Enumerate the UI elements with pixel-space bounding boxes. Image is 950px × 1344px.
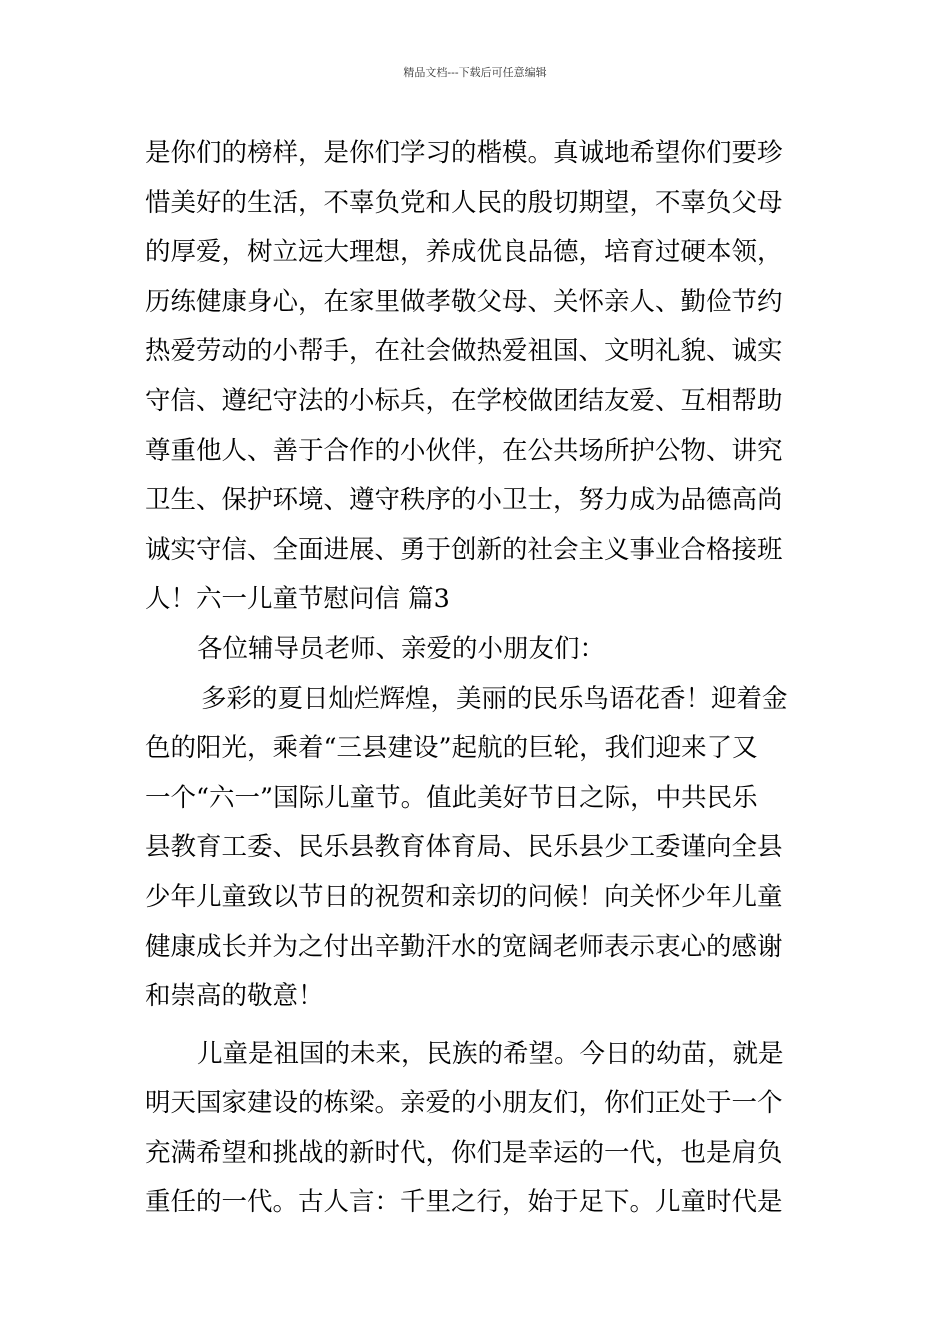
text-line: 卫生、保护环境、遵守秩序的小卫士，努力成为品德高尚 bbox=[145, 485, 783, 516]
text-line: 充满希望和挑战的新时代，你们是幸运的一代，也是肩负 bbox=[145, 1137, 783, 1168]
page-header: 精品文档---下载后可任意编辑 bbox=[403, 66, 547, 79]
text-line: 色的阳光，乘着“三县建设”起航的巨轮，我们迎来了又 bbox=[145, 733, 758, 764]
paragraph-start: 多彩的夏日灿烂辉煌，美丽的民乐鸟语花香！迎着金 bbox=[201, 683, 788, 714]
text-line: 诚实守信、全面进展、勇于创新的社会主义事业合格接班 bbox=[145, 534, 783, 565]
text-line: 县教育工委、民乐县教育体育局、民乐县少工委谨向全县 bbox=[145, 832, 783, 863]
document-body bbox=[145, 129, 820, 1228]
text-line: 历练健康身心，在家里做孝敬父母、关怀亲人、勤俭节约 bbox=[145, 286, 783, 317]
text-line: 和崇高的敬意！ bbox=[145, 981, 324, 1012]
text-line: 惜美好的生活，不辜负党和人民的殷切期望，不辜负父母 bbox=[145, 187, 783, 218]
paragraph-start: 儿童是祖国的未来，民族的希望。今日的幼苗，就是 bbox=[197, 1038, 784, 1069]
salutation: 各位辅导员老师、亲爱的小朋友们： bbox=[197, 633, 606, 664]
text-line: 健康成长并为之付出辛勤汗水的宽阔老师表示衷心的感谢 bbox=[145, 931, 783, 962]
text-line: 热爱劳动的小帮手，在社会做热爱祖国、文明礼貌、诚实 bbox=[145, 336, 783, 367]
text-line: 守信、遵纪守法的小标兵，在学校做团结友爱、互相帮助 bbox=[145, 385, 783, 416]
text-line: 一个“六一”国际儿童节。值此美好节日之际，中共民乐 bbox=[145, 782, 758, 813]
text-line: 明天国家建设的栋梁。亲爱的小朋友们，你们正处于一个 bbox=[145, 1088, 783, 1119]
text-line: 的厚爱，树立远大理想，养成优良品德，培育过硬本领， bbox=[145, 237, 783, 268]
text-line: 少年儿童致以节日的祝贺和亲切的问候！向关怀少年儿童 bbox=[145, 881, 783, 912]
text-line: 尊重他人、善于合作的小伙伴，在公共场所护公物、讲究 bbox=[145, 435, 783, 466]
text-line: 重任的一代。古人言：千里之行，始于足下。儿童时代是 bbox=[145, 1187, 783, 1218]
text-line: 是你们的榜样，是你们学习的楷模。真诚地希望你们要珍 bbox=[145, 138, 783, 168]
text-line-section-heading: 人！六一儿童节慰问信 篇3 bbox=[145, 584, 450, 615]
